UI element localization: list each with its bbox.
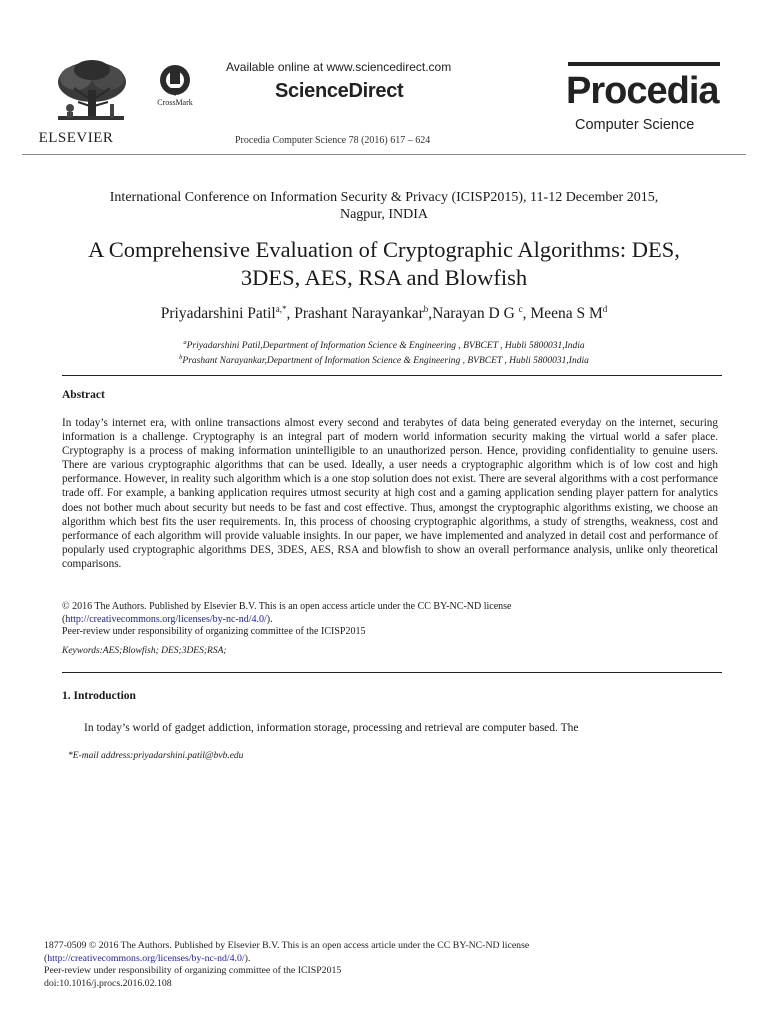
procedia-rule [568,62,720,66]
abstract-bottom-rule [62,672,722,673]
author-2: , Prashant Narayankar [286,305,424,323]
abstract-top-rule [62,375,722,376]
available-online[interactable]: Available online at www.sciencedirect.com [226,60,452,74]
paper-title [40,236,728,292]
author-2-mark: b [423,304,429,314]
author-3-mark: c [518,304,523,314]
affiliation-b [40,352,728,367]
publisher-name: ELSEVIER [38,130,114,146]
footer-license-line: 1877-0509 © 2016 The Authors. Published by Elsevier B.V. This is an open access article under the CC BY-NC-ND license [44,940,530,951]
affiliation-a-mark: a [183,339,187,346]
footer-peer-review: Peer-review under responsibility of organizing committee of the ICISP2015 [44,965,342,977]
corresponding-email[interactable]: *E-mail address:priyadarshini.patil@bvb.edu [68,751,244,761]
keywords: Keywords:AES;Blowfish; DES;3DES;RSA; [62,646,227,656]
author-1: Priyadarshini Patil [160,305,276,323]
title-line-2: 3DES, AES, RSA and Blowfish [240,265,528,290]
abstract-body: In today’s internet era, with online transactions almost every second and terabytes of data being generated everyday on the internet, securing information is a challenge. Cryptography is an integral part of modern world information security making the virtual world a safer place. Cryptography is a process of making information unintelligible to an unauthorized person. Hence, providing confidentiality to genuine users. There are various cryptographic algorithms that can be used. Ideally, a user needs a cryptographic algorithm which is of low cost and high performance. However, in reality such algorithm which is a one stop solution does not exist. There are several algorithms with a cost performance trade off. For example, a banking application requires utmost security at high cost and a gaming application sending player pattern for analytics does not bother much about security but needs to be fast and cost effective. Thus, amongst the cryptographic algorithms existing, we choose an algorithm which best fits the user requirements. In, this process of choosing cryptographic algorithms, a study of strengths, weakness, cost and performance of each algorithm will provide valuable insights. In our paper, we have implemented and analyzed in detail cost and performance of popularly used cryptographic algorithms DES, 3DES, AES, RSA and blowfish to show an overall performance analysis, unlike only theoretical comparisons. [62,417,718,570]
author-list [40,304,728,323]
procedia-subtitle: Computer Science [575,117,695,133]
footer-paren-open: ( [44,952,48,964]
license-paren-close: ). [266,613,273,625]
footer-url-line [44,953,684,966]
affiliation-b-text: Prashant Narayankar,Department of Information Science & Engineering , BVBCET , Hubli 5800031,India [182,356,589,367]
sciencedirect-logo: ScienceDirect [275,80,404,102]
license-link[interactable]: http://creativecommons.org/licenses/by-nc-nd/4.0/ [65,613,267,625]
footer-license-link[interactable]: http://creativecommons.org/licenses/by-nc-nd/4.0/ [47,952,245,964]
conference-line-2: Nagpur, INDIA [339,207,429,222]
elsevier-logo [22,58,130,148]
crossmark-label: CrossMark [157,98,193,107]
peer-review-line: Peer-review under responsibility of organizing committee of the ICISP2015 [62,626,366,637]
page-footer [44,940,684,990]
license-url-line [62,614,718,627]
header-divider [22,154,746,155]
author-4: , Meena S M [522,305,603,323]
license-block [62,601,718,639]
license-paren-open: ( [62,613,66,625]
affiliation-a [40,337,728,352]
conference-info [40,189,728,223]
abstract-heading: Abstract [62,389,105,401]
author-4-mark: d [602,304,608,314]
license-line: © 2016 The Authors. Published by Elsevier B.V. This is an open access article under the CC BY-NC-ND license [62,601,512,612]
footer-paren-close: ). [244,952,251,964]
footer-doi[interactable]: doi:10.1016/j.procs.2016.02.108 [44,977,172,989]
affiliations [40,337,728,367]
introduction-text: In today’s world of gadget addiction, information storage, processing and retrieval are computer based. The [84,722,579,734]
procedia-logo: Procedia [566,70,719,112]
elsevier-tree-icon [52,58,130,128]
journal-reference: Procedia Computer Science 78 (2016) 617 – 624 [235,135,431,146]
author-3: ,Narayan D G [428,305,519,323]
title-line-1: A Comprehensive Evaluation of Cryptographic Algorithms: DES, [88,237,680,262]
section-heading-introduction: 1. Introduction [62,690,136,702]
affiliation-a-text: Priyadarshini Patil,Department of Information Science & Engineering , BVBCET , Hubli 5800031,India [186,341,585,352]
affiliation-b-mark: b [179,354,183,362]
author-1-mark: a,* [275,304,287,314]
conference-line-1: International Conference on Information Security & Privacy (ICISP2015), 11-12 December 2015, [109,190,659,205]
